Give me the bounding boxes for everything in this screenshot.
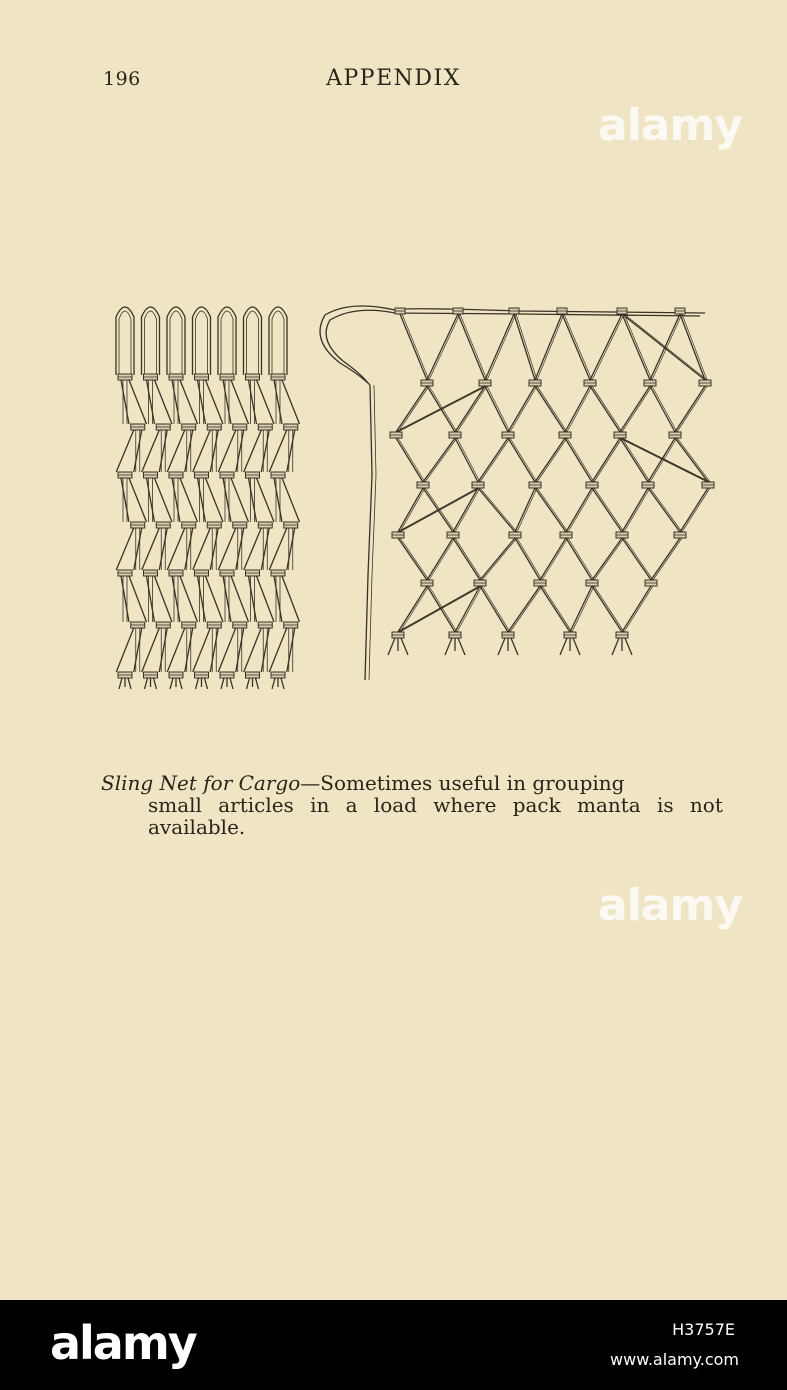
diamond-strand <box>650 386 675 432</box>
net-fringe <box>119 678 122 689</box>
page-number: 196 <box>103 68 141 90</box>
diamond-strand-inner <box>429 586 457 632</box>
net-strand <box>129 380 147 424</box>
caption-title: Sling Net for Cargo <box>101 771 301 795</box>
net-strand <box>231 478 249 522</box>
diamond-strand <box>590 386 620 432</box>
diamond-strand <box>508 386 535 432</box>
net-strand <box>155 576 173 622</box>
diamond-strand <box>592 586 622 632</box>
watermark-middle: alamy <box>598 880 742 931</box>
net-strand <box>180 380 198 424</box>
sling-net-illustration <box>100 295 730 705</box>
net-strand <box>236 430 244 472</box>
diamond-strand-inner <box>564 314 592 380</box>
diamond-strand <box>651 538 680 580</box>
caption-word: manta <box>577 793 641 817</box>
net-fringe <box>170 678 173 689</box>
net-strand <box>206 478 224 522</box>
net-loop-inner <box>119 311 131 375</box>
diamond-strand <box>540 538 566 580</box>
diamond-strand-inner <box>400 586 429 632</box>
net-strand <box>167 528 185 570</box>
diamond-strand-inner <box>568 488 594 532</box>
net-strand <box>193 528 211 570</box>
net-strand <box>223 576 231 622</box>
diamond-strand <box>427 538 453 580</box>
diamond-strand-inner <box>567 438 594 482</box>
diamond-strand-inner <box>429 386 457 432</box>
diamond-strand-inner <box>682 488 710 532</box>
net-fringe <box>560 638 567 655</box>
net-fringe <box>612 638 619 655</box>
net-strand <box>159 628 167 672</box>
net-strand <box>218 628 236 672</box>
diamond-strand <box>535 488 566 532</box>
net-strand <box>261 430 269 472</box>
net-fringe <box>458 638 465 655</box>
diamond-strand-inner <box>517 538 542 580</box>
running-head <box>0 66 787 91</box>
net-strand <box>193 628 211 672</box>
diamond-strand-inner <box>622 438 710 482</box>
net-strand <box>121 576 129 622</box>
diamond-strand <box>515 538 540 580</box>
net-loop-inner <box>196 311 208 375</box>
diamond-strand-inner <box>568 538 594 580</box>
diamond-strand-inner <box>455 538 482 580</box>
diamond-strand-inner <box>542 586 572 632</box>
net-strand <box>261 628 269 672</box>
diamond-strand <box>427 586 455 632</box>
net-strand <box>269 430 287 472</box>
diamond-strand <box>455 386 485 432</box>
net-fringe <box>221 678 224 689</box>
net-strand <box>116 528 134 570</box>
left-rope <box>365 385 372 680</box>
net-strand <box>198 576 206 622</box>
diamond-strand <box>478 438 508 482</box>
net-strand <box>287 430 295 472</box>
diamond-strand <box>508 438 535 482</box>
diamond-strand-inner <box>542 538 568 580</box>
diamond-strand-inner <box>653 538 682 580</box>
net-loop-inner <box>247 311 259 375</box>
diamond-strand-inner <box>487 386 510 432</box>
net-loop-inner <box>272 311 284 375</box>
net-strand <box>155 380 173 424</box>
diamond-strand-inner <box>537 438 567 482</box>
net-loop-inner <box>145 311 157 375</box>
diamond-strand <box>400 314 427 380</box>
caption-line-3: available. <box>148 815 246 839</box>
net-strand <box>185 430 193 472</box>
diamond-strand <box>478 488 515 532</box>
net-fringe <box>205 678 208 689</box>
diamond-strand-inner <box>677 386 707 432</box>
net-strand <box>159 528 167 570</box>
net-strand <box>198 380 206 424</box>
net-strand <box>218 430 236 472</box>
diamond-strand <box>485 314 514 380</box>
diamond-strand-inner <box>652 386 677 432</box>
diamond-strand-inner <box>480 438 510 482</box>
rope-loop <box>320 306 395 385</box>
diamond-strand <box>455 438 478 482</box>
diamond-strand-inner <box>482 538 517 580</box>
diamond-strand-inner <box>572 586 594 632</box>
net-strand <box>287 628 295 672</box>
diamond-strand <box>480 538 515 580</box>
top-rope-inner <box>395 313 700 316</box>
net-strand <box>180 478 198 522</box>
net-fringe <box>573 638 580 655</box>
diamond-strand-inner <box>510 386 537 432</box>
diamond-strand-inner <box>457 438 480 482</box>
net-fringe <box>511 638 518 655</box>
net-strand <box>198 478 206 522</box>
diamond-strand-inner <box>537 314 564 380</box>
diamond-strand-inner <box>594 488 624 532</box>
diamond-strand-inner <box>516 314 537 380</box>
net-fringe <box>401 638 408 655</box>
alamy-logo: alamy <box>50 1316 196 1370</box>
diamond-strand-inner <box>594 586 624 632</box>
caption-word: not <box>689 793 723 817</box>
running-head-text: APPENDIX <box>326 66 461 91</box>
net-strand <box>257 576 275 622</box>
net-fringe <box>230 678 233 689</box>
diamond-strand <box>648 438 675 482</box>
diamond-strand-inner <box>429 538 455 580</box>
watermark-top: alamy <box>598 100 742 151</box>
diamond-strand <box>535 386 565 432</box>
diamond-strand <box>398 538 427 580</box>
net-strand <box>134 628 142 672</box>
diamond-strand-inner <box>482 586 510 632</box>
net-fringe <box>128 678 131 689</box>
caption-line-1 <box>101 772 723 794</box>
caption-line1-rest: —Sometimes useful in grouping <box>300 771 625 795</box>
footer-url: www.alamy.com <box>610 1350 739 1369</box>
net-strand <box>261 528 269 570</box>
net-strand <box>147 380 155 424</box>
diamond-strand-inner <box>400 538 429 580</box>
diamond-strand <box>515 488 535 532</box>
caption-word: load <box>373 793 417 817</box>
net-loop-inner <box>221 311 233 375</box>
net-strand <box>180 576 198 622</box>
net-fringe <box>625 638 632 655</box>
net-strand <box>210 528 218 570</box>
diamond-strand-inner <box>510 438 537 482</box>
diamond-strand <box>514 314 535 380</box>
net-strand <box>121 478 129 522</box>
diamond-strand <box>540 586 570 632</box>
net-strand <box>116 430 134 472</box>
net-fringe <box>498 638 505 655</box>
net-strand <box>236 528 244 570</box>
net-fringe <box>281 678 284 689</box>
diamond-strand-inner <box>594 538 624 580</box>
diamond-strand <box>423 488 453 532</box>
net-strand <box>129 576 147 622</box>
net-strand <box>121 380 129 424</box>
net-strand <box>244 528 262 570</box>
rope-loop-inner <box>326 310 395 383</box>
stock-footer-bar <box>0 1300 787 1390</box>
diamond-strand <box>566 488 592 532</box>
caption-word: small <box>148 793 202 817</box>
diamond-strand <box>565 386 590 432</box>
net-strand <box>231 576 249 622</box>
diamond-strand <box>622 538 651 580</box>
net-fringe <box>388 638 395 655</box>
net-strand <box>269 628 287 672</box>
diamond-strand <box>562 314 590 380</box>
diamond-strand-inner <box>487 314 516 380</box>
top-rope <box>395 309 705 313</box>
caption-word: a <box>345 793 358 817</box>
net-strand <box>236 628 244 672</box>
net-strand <box>142 430 160 472</box>
net-strand <box>206 380 224 424</box>
narrow-net-drawing <box>116 307 300 689</box>
net-fringe <box>179 678 182 689</box>
caption-word: articles <box>218 793 294 817</box>
net-strand <box>231 380 249 424</box>
diamond-strand-inner <box>402 314 429 380</box>
diamond-strand <box>592 488 622 532</box>
diamond-strand <box>535 314 562 380</box>
net-fringe <box>272 678 275 689</box>
caption-word: in <box>310 793 330 817</box>
diamond-strand-inner <box>398 438 425 482</box>
net-fringe <box>145 678 148 689</box>
diamond-strand <box>427 386 455 432</box>
net-strand <box>206 576 224 622</box>
diamond-strand <box>485 386 508 432</box>
diamond-strand <box>620 438 708 482</box>
diamond-strand-inner <box>622 438 650 482</box>
diamond-strand-inner <box>510 586 542 632</box>
diamond-strand-inner <box>517 488 537 532</box>
net-strand <box>185 628 193 672</box>
diamond-strand <box>622 586 651 632</box>
diamond-strand <box>590 314 622 380</box>
net-strand <box>147 576 155 622</box>
net-strand <box>210 628 218 672</box>
net-fringe <box>256 678 259 689</box>
caption-word: is <box>656 793 674 817</box>
net-loop-inner <box>170 311 182 375</box>
net-fringe <box>196 678 199 689</box>
diamond-strand <box>622 488 648 532</box>
diamond-strand <box>648 488 680 532</box>
net-strand <box>218 528 236 570</box>
diamond-strand <box>570 586 592 632</box>
diamond-strand-inner <box>567 386 592 432</box>
diamond-strand-inner <box>624 488 650 532</box>
diamond-strand-inner <box>624 538 653 580</box>
net-strand <box>249 576 257 622</box>
net-fringe <box>247 678 250 689</box>
net-strand <box>116 628 134 672</box>
net-strand <box>282 478 300 522</box>
net-strand <box>223 478 231 522</box>
diamond-strand <box>620 386 650 432</box>
net-strand <box>159 430 167 472</box>
net-strand <box>185 528 193 570</box>
net-strand <box>282 576 300 622</box>
net-strand <box>129 478 147 522</box>
caption-word: where <box>433 793 497 817</box>
net-strand <box>142 628 160 672</box>
net-strand <box>147 478 155 522</box>
net-strand <box>244 628 262 672</box>
net-strand <box>249 478 257 522</box>
diamond-strand-inner <box>592 314 624 380</box>
diamond-strand-inner <box>429 314 460 380</box>
net-fringe <box>154 678 157 689</box>
diamond-strand <box>458 314 485 380</box>
diamond-net-drawing <box>320 306 714 680</box>
diamond-strand-inner <box>622 386 652 432</box>
net-strand <box>274 380 282 424</box>
net-strand <box>172 380 180 424</box>
net-fringe <box>445 638 452 655</box>
diamond-strand <box>508 586 540 632</box>
net-strand <box>210 430 218 472</box>
diamond-strand <box>675 386 705 432</box>
net-strand <box>274 576 282 622</box>
diamond-strand <box>680 488 708 532</box>
net-strand <box>142 528 160 570</box>
diamond-strand <box>566 538 592 580</box>
diamond-strand-inner <box>624 586 653 632</box>
net-strand <box>257 380 275 424</box>
net-strand <box>287 528 295 570</box>
diamond-strand <box>453 538 480 580</box>
diamond-strand-inner <box>398 386 429 432</box>
net-strand <box>269 528 287 570</box>
diamond-strand-inner <box>425 438 457 482</box>
net-strand <box>134 528 142 570</box>
diamond-strand <box>480 586 508 632</box>
diamond-strand-inner <box>650 488 682 532</box>
net-strand <box>167 628 185 672</box>
image-id: H3757E <box>672 1320 735 1339</box>
net-strand <box>155 478 173 522</box>
diamond-strand-inner <box>537 488 568 532</box>
caption-word: pack <box>512 793 561 817</box>
net-strand <box>172 478 180 522</box>
caption-line-2 <box>148 794 723 816</box>
net-strand <box>274 478 282 522</box>
diamond-strand-inner <box>594 438 622 482</box>
net-strand <box>244 430 262 472</box>
diamond-strand-inner <box>537 386 567 432</box>
diamond-strand-inner <box>460 314 487 380</box>
diamond-strand <box>396 438 423 482</box>
diamond-strand <box>427 314 458 380</box>
net-strand <box>134 430 142 472</box>
net-strand <box>249 380 257 424</box>
diamond-strand-inner <box>592 386 622 432</box>
diamond-strand <box>592 438 620 482</box>
diamond-strand <box>675 438 708 482</box>
diamond-strand <box>535 438 565 482</box>
net-strand <box>282 380 300 424</box>
diamond-strand <box>565 438 592 482</box>
net-strand <box>223 380 231 424</box>
net-strand <box>193 430 211 472</box>
diamond-strand <box>423 438 455 482</box>
diamond-strand-inner <box>425 488 455 532</box>
diamond-strand <box>592 538 622 580</box>
net-strand <box>257 478 275 522</box>
diamond-strand-inner <box>480 488 517 532</box>
net-strand <box>172 576 180 622</box>
diamond-strand-inner <box>624 314 652 380</box>
figure-caption <box>101 772 723 838</box>
diamond-strand-inner <box>652 314 682 380</box>
net-strand <box>167 430 185 472</box>
